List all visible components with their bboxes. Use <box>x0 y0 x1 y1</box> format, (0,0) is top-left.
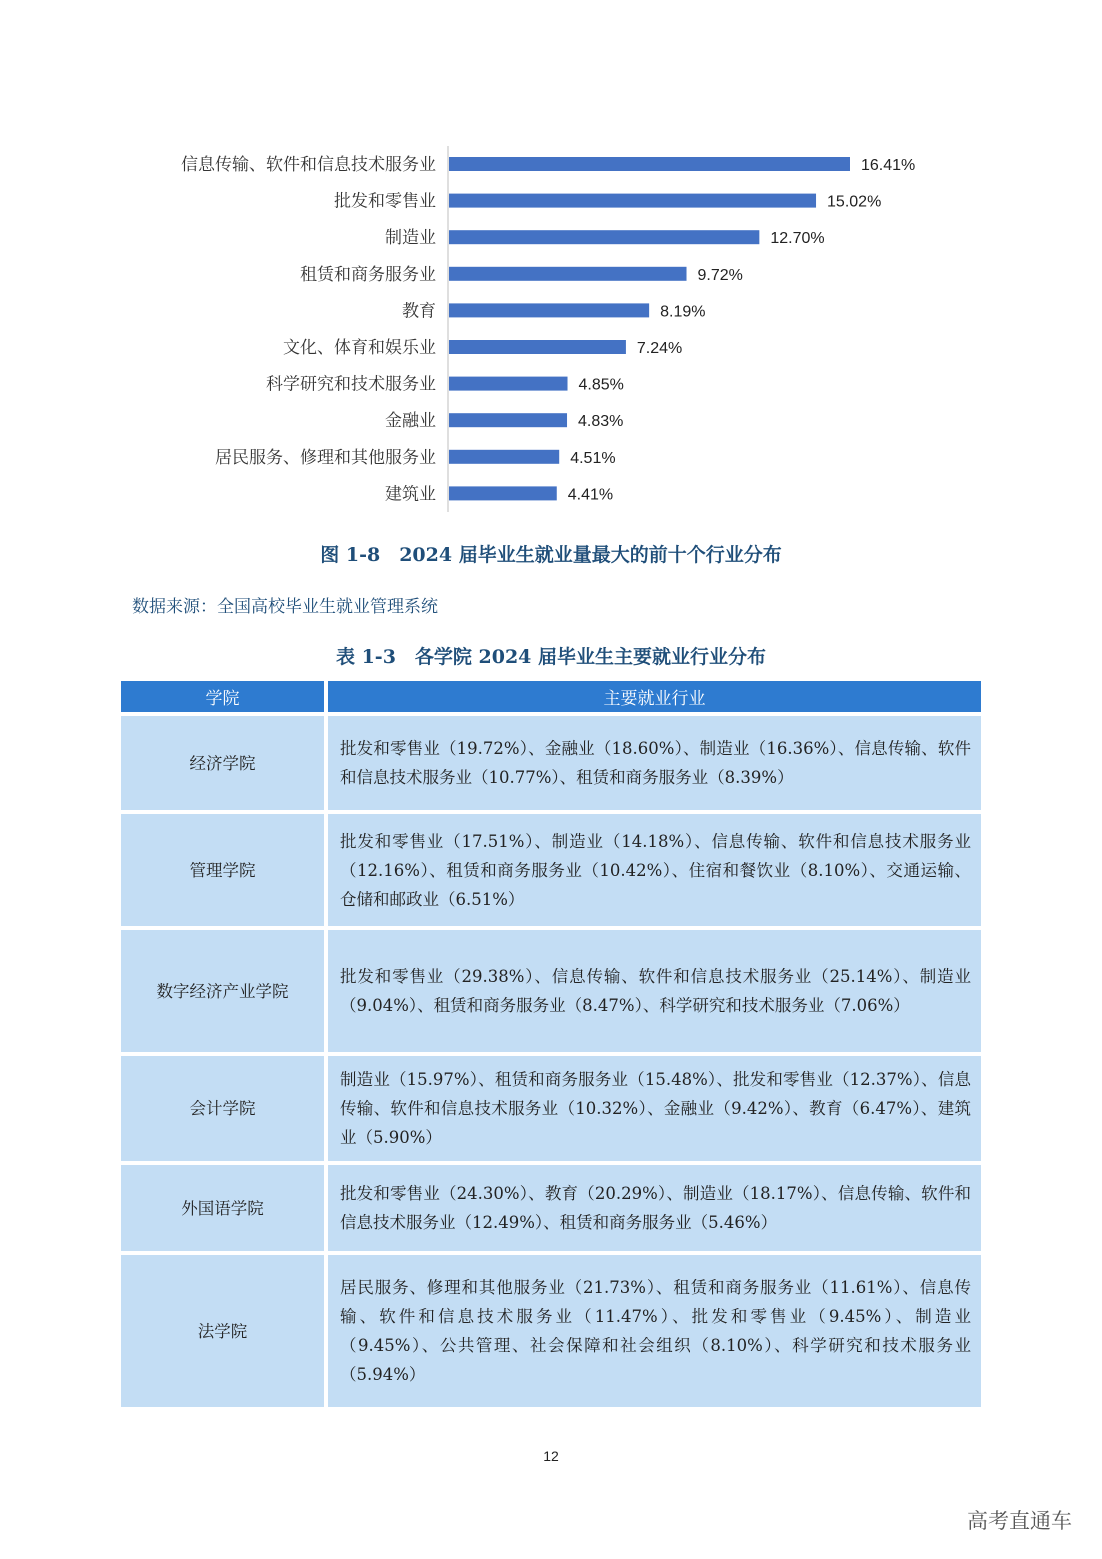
watermark-text: 高考直通车 <box>967 1509 1072 1533</box>
table-row <box>121 1056 981 1161</box>
category-label: 批发和零售业 <box>334 191 436 212</box>
value-label: 12.70% <box>770 230 825 248</box>
category-label: 居民服务、修理和其他服务业 <box>215 447 436 468</box>
table-row <box>121 814 981 926</box>
bar <box>449 303 649 317</box>
value-label: 7.24% <box>636 340 683 357</box>
value-label: 4.85% <box>578 376 624 394</box>
figure-caption: 图 1-8 2024 届毕业生就业量最大的前十个行业分布 <box>320 544 782 566</box>
bar <box>449 340 626 354</box>
college-cell: 管理学院 <box>121 814 328 926</box>
bar <box>449 377 568 391</box>
category-label: 科学研究和技术服务业 <box>266 374 436 395</box>
table-caption: 表 1-3 各学院 2024 届毕业生主要就业行业分布 <box>335 646 767 668</box>
category-label: 租赁和商务服务业 <box>300 264 436 285</box>
bar <box>449 486 557 500</box>
page-number: 12 <box>543 1448 559 1464</box>
category-label: 文化、体育和娱乐业 <box>283 338 436 358</box>
category-label: 建筑业 <box>385 484 436 505</box>
bar <box>449 194 816 208</box>
category-label: 金融业 <box>385 411 436 432</box>
college-cell: 会计学院 <box>121 1056 328 1161</box>
industries-cell: 批发和零售业（24.30%）、教育（20.29%）、制造业（18.17%）、信息传输、软件和信息技术服务业（12.49%）、租赁和商务服务业（5.46%） <box>328 1165 981 1251</box>
college-cell: 数字经济产业学院 <box>121 930 328 1052</box>
college-cell: 法学院 <box>121 1255 328 1407</box>
bar <box>449 413 567 427</box>
bar <box>449 267 687 281</box>
bar <box>449 157 850 171</box>
table-row <box>121 716 981 810</box>
value-label: 8.19% <box>660 303 706 321</box>
industries-cell: 批发和零售业（29.38%）、信息传输、软件和信息技术服务业（25.14%）、制造业（9.04%）、租赁和商务服务业（8.47%）、科学研究和技术服务业（7.06%） <box>328 930 981 1052</box>
table-row <box>121 1165 981 1251</box>
category-label: 教育 <box>402 301 436 322</box>
industries-cell: 批发和零售业（17.51%）、制造业（14.18%）、信息传输、软件和信息技术服务业（12.16%）、租赁和商务服务业（10.42%）、住宿和餐饮业（8.10%）、交通运输、仓储和邮政业（6.51%） <box>328 814 981 926</box>
industry-bar-chart <box>0 130 1102 520</box>
industry-table <box>121 677 981 1411</box>
value-label: 9.72% <box>697 266 743 284</box>
industries-cell: 制造业（15.97%）、租赁和商务服务业（15.48%）、批发和零售业（12.37%）、信息传输、软件和信息技术服务业（10.32%）、金融业（9.42%）、教育（6.47%）、建筑业（5.90%） <box>328 1056 981 1161</box>
value-label: 4.51% <box>570 449 616 467</box>
data-source-note: 数据来源：全国高校毕业生就业管理系统 <box>132 597 438 617</box>
category-label: 信息传输、软件和信息技术服务业 <box>181 155 436 175</box>
table-row <box>121 1255 981 1407</box>
table-row <box>121 930 981 1052</box>
header-college: 学院 <box>121 681 328 712</box>
value-label: 15.02% <box>827 193 882 211</box>
table-header-row <box>121 681 981 712</box>
value-label: 4.83% <box>578 413 624 431</box>
college-cell: 外国语学院 <box>121 1165 328 1251</box>
bar <box>449 230 759 244</box>
header-industries: 主要就业行业 <box>328 681 981 712</box>
bar <box>449 450 559 464</box>
college-cell: 经济学院 <box>121 716 328 810</box>
value-label: 4.41% <box>567 486 614 504</box>
category-label: 制造业 <box>385 228 436 249</box>
industries-cell: 居民服务、修理和其他服务业（21.73%）、租赁和商务服务业（11.61%）、信息传输、软件和信息技术服务业（11.47%）、批发和零售业（9.45%）、制造业（9.45%）、公共管理、社会保障和社会组织（8.10%）、科学研究和技术服务业（5.94%） <box>328 1255 981 1407</box>
industries-cell: 批发和零售业（19.72%）、金融业（18.60%）、制造业（16.36%）、信息传输、软件和信息技术服务业（10.77%）、租赁和商务服务业（8.39%） <box>328 716 981 810</box>
value-label: 16.41% <box>861 157 916 174</box>
